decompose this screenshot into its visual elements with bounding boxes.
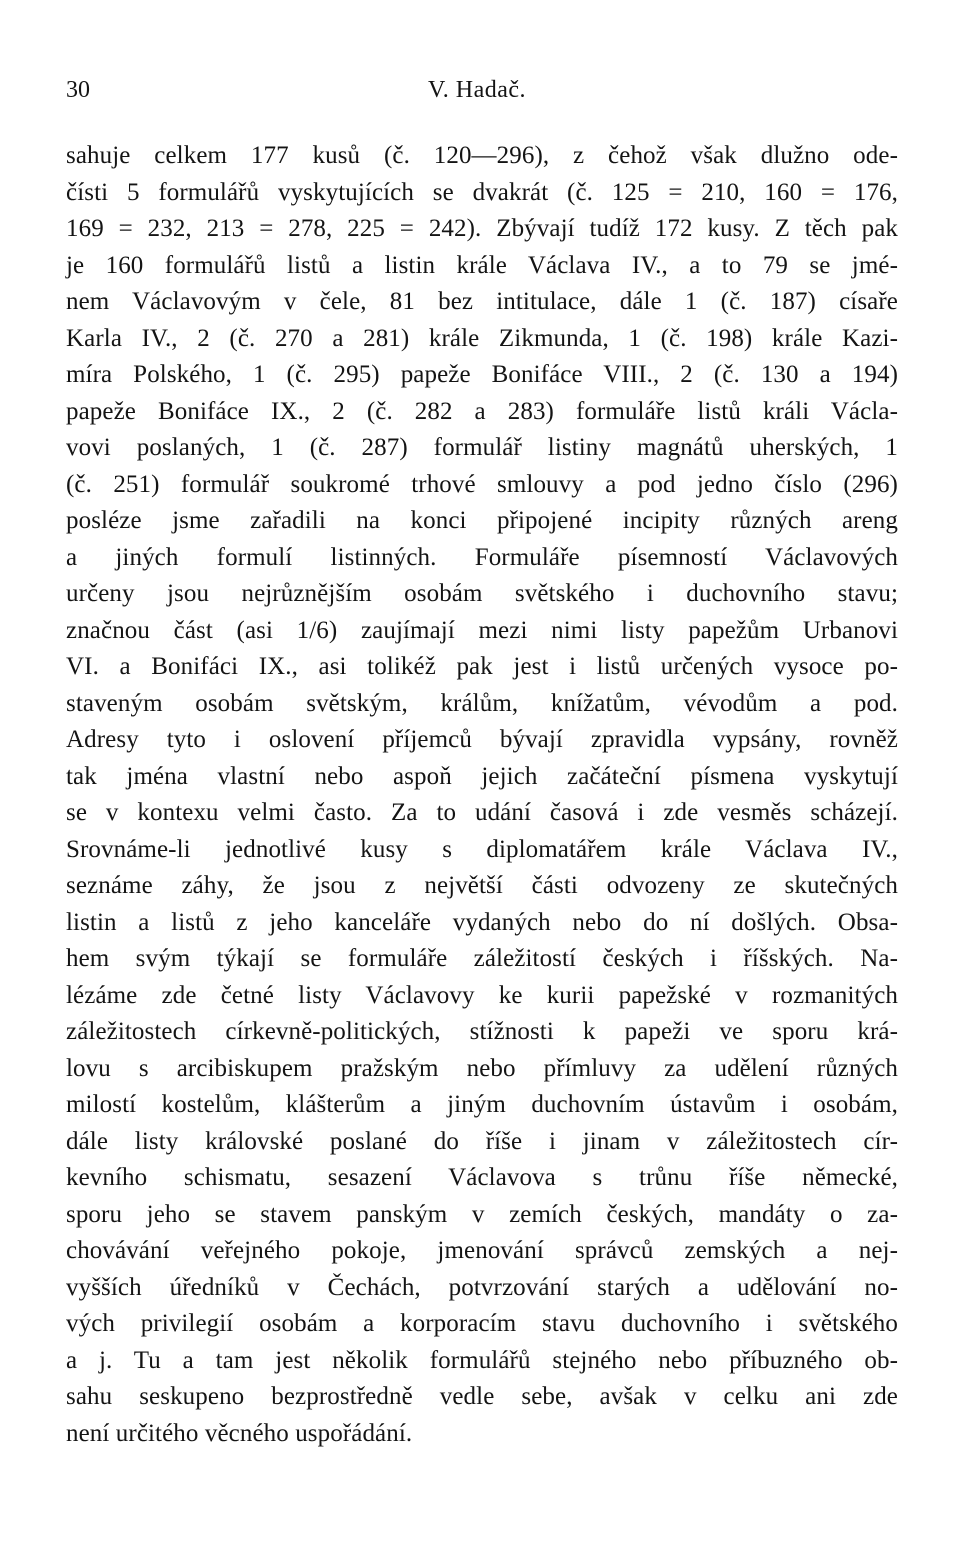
text-line: chovávání veřejného pokoje, jmenování správců zemských a nej- [66, 1237, 898, 1264]
text-line: sahu seskupeno bezprostředně vedle sebe, avšak v celku ani zde [66, 1383, 898, 1410]
text-line: tak jména vlastní nebo aspoň jejich začáteční písmena vyskytují [66, 762, 898, 790]
body-text [66, 138, 898, 1452]
text-line: vyšších úředníků v Čechách, potvrzování starých a udělování no- [66, 1273, 898, 1301]
text-line: hem svým týkají se formuláře záležitostí českých i říšských. Na- [66, 945, 898, 972]
text-line: vovi poslaných, 1 (č. 287) formulář listiny magnátů uherských, 1 [66, 434, 898, 461]
text-line: je 160 formulářů listů a listin krále Václava IV., a to 79 se jmé- [66, 251, 898, 279]
text-line: listin a listů z jeho kanceláře vydaných nebo do ní došlých. Obsa- [66, 908, 898, 936]
text-line: staveným osobám světským, králům, knížatům, vévodům a pod. [66, 689, 898, 717]
text-line: míra Polského, 1 (č. 295) papeže Bonifáce VIII., 2 (č. 130 a 194) [66, 361, 898, 388]
text-line: Srovnáme-li jednotlivé kusy s diplomatářem krále Václava IV., [66, 835, 898, 863]
text-line: milostí kostelům, klášterům a jiným duchovním ústavům i osobám, [66, 1091, 898, 1118]
page-number: 30 [66, 77, 90, 103]
text-line: Karla IV., 2 (č. 270 a 281) krále Zikmunda, 1 (č. 198) krále Kazi- [66, 324, 898, 352]
text-line: není určitého věcného uspořádání. [66, 1419, 413, 1447]
text-line: a j. Tu a tam jest několik formulářů stejného nebo příbuzného ob- [66, 1346, 898, 1374]
text-line: lovu s arcibiskupem pražským nebo přímluvy za udělení různých [66, 1054, 898, 1082]
running-head: V. Hadač. [428, 77, 527, 103]
text-line: určeny jsou nejrůznějším osobám světského i duchovního stavu; [66, 580, 898, 607]
text-line: nem Václavovým v čele, 81 bez intitulace, dále 1 (č. 187) císaře [66, 288, 898, 315]
text-line: sahuje celkem 177 kusů (č. 120—296), z čehož však dlužno ode- [66, 142, 898, 169]
text-line: se v kontexu velmi často. Za to udání časová i zde vesměs scházejí. [66, 799, 898, 826]
text-line: papeže Bonifáce IX., 2 (č. 282 a 283) formuláře listů králi Václa- [66, 397, 898, 425]
text-line: čísti 5 formulářů vyskytujících se dvakrát (č. 125 = 210, 160 = 176, [66, 178, 898, 206]
text-line: posléze jsme zařadili na konci připojené incipity různých areng [66, 507, 898, 534]
text-line: vých privilegií osobám a korporacím stavu duchovního i světského [66, 1310, 898, 1337]
text-line: Adresy tyto i oslovení příjemců bývají zpravidla vypsány, rovněž [66, 726, 898, 753]
text-line: lézáme zde četné listy Václavovy ke kurii papežské v rozmanitých [66, 981, 898, 1009]
text-line: dále listy královské poslané do říše i jinam v záležitostech cír- [66, 1127, 898, 1155]
text-line: sporu jeho se stavem panským v zemích českých, mandáty o za- [66, 1200, 898, 1228]
text-line: záležitostech církevně-politických, stížnosti k papeži ve sporu krá- [66, 1018, 898, 1045]
text-line: seznáme záhy, že jsou z největší části odvozeny ze skutečných [66, 872, 898, 899]
text-line: a jiných formulí listinných. Formuláře písemností Václavových [66, 543, 898, 571]
page-header [66, 74, 898, 106]
text-line: značnou část (asi 1/6) zaujímají mezi nimi listy papežům Urbanovi [66, 616, 898, 644]
text-line: 169 = 232, 213 = 278, 225 = 242). Zbývají tudíž 172 kusy. Z těch pak [66, 215, 898, 242]
text-line: VI. a Bonifáci IX., asi tolikéž pak jest i listů určených vysoce po- [66, 653, 898, 680]
text-line: (č. 251) formulář soukromé trhové smlouvy a pod jedno číslo (296) [66, 470, 898, 498]
text-line: kevního schismatu, sesazení Václavova s trůnu říše německé, [66, 1164, 898, 1191]
